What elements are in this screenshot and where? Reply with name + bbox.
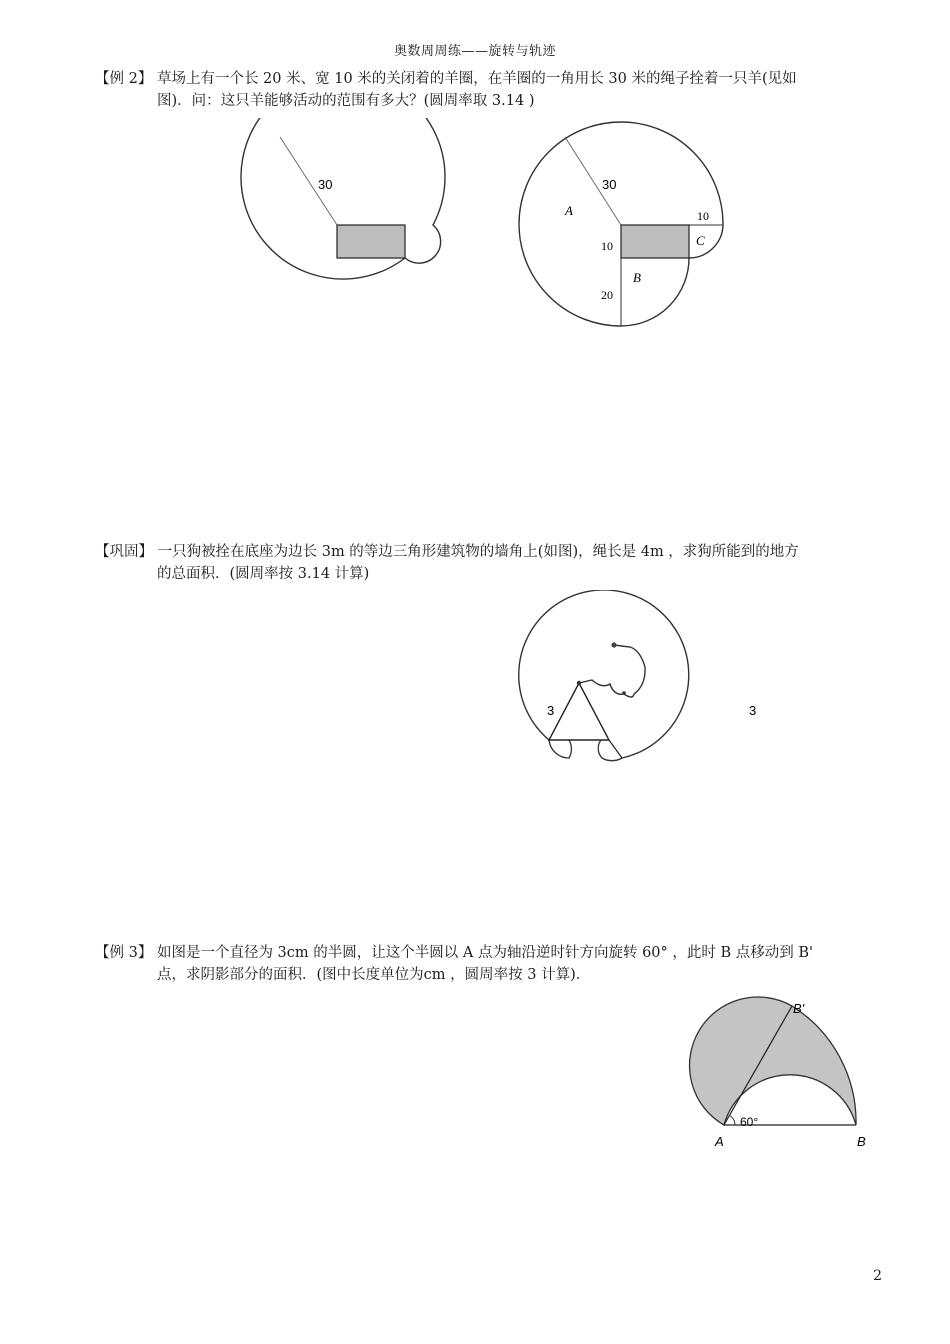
figure-sheep-range-2 [505, 118, 745, 333]
problem-tag: 【例 2】 [95, 71, 153, 87]
label-20: 20 [601, 288, 613, 302]
label-10-top: 10 [697, 209, 709, 223]
radius-label: 30 [318, 177, 333, 192]
side-label: 3 [547, 703, 555, 718]
page-header: 奥数周周练——旋转与轨迹 [393, 44, 556, 59]
problem-text-line2: 点，求阴影部分的面积．(图中长度单位为cm ，圆周率按 3 计算)． [157, 967, 591, 983]
problem-text-line2: 的总面积．(圆周率按 3.14 计算) [157, 566, 370, 582]
page-number: 2 [873, 1268, 882, 1284]
side-label-right: 3 [749, 703, 757, 718]
figure-dog-range [485, 590, 765, 770]
problem-text-line2: 图)．问：这只羊能够活动的范围有多大？(圆周率取 3.14 ) [157, 93, 535, 109]
region-a-label: A [565, 203, 573, 218]
region-b-label: B [633, 270, 641, 285]
problem-tag: 【巩固】 [95, 544, 153, 560]
point-a-label: A [715, 1134, 724, 1149]
angle-label: 60° [740, 1115, 759, 1129]
problem-text-line1: 如图是一个直径为 3cm 的半圆，让这个半圆以 A 点为轴沿逆时针方向旋转 60° ，此时 B 点移动到 B' [156, 945, 813, 961]
problem-example-3 [95, 942, 885, 986]
problem-tag: 【例 3】 [95, 945, 153, 961]
figure-rotated-semicircle [680, 990, 880, 1155]
label-10-left: 10 [601, 239, 613, 253]
problem-example-2 [95, 68, 885, 112]
figure-sheep-range-1 [225, 118, 465, 333]
radius-label: 30 [602, 177, 617, 192]
problem-text-line1: 草场上有一个长 20 米、宽 10 米的关闭着的羊圈，在羊圈的一角用长 30 米的绳子拴着一只羊(见如 [156, 71, 797, 87]
region-c-label: C [696, 233, 705, 248]
problem-consolidate [95, 541, 885, 585]
point-b-prime-label: B' [793, 1001, 805, 1016]
point-b-label: B [857, 1134, 866, 1149]
problem-text-line1: 一只狗被拴在底座为边长 3m 的等边三角形建筑物的墙角上(如图)，绳长是 4m ，求狗所能到的地方 [157, 544, 799, 560]
